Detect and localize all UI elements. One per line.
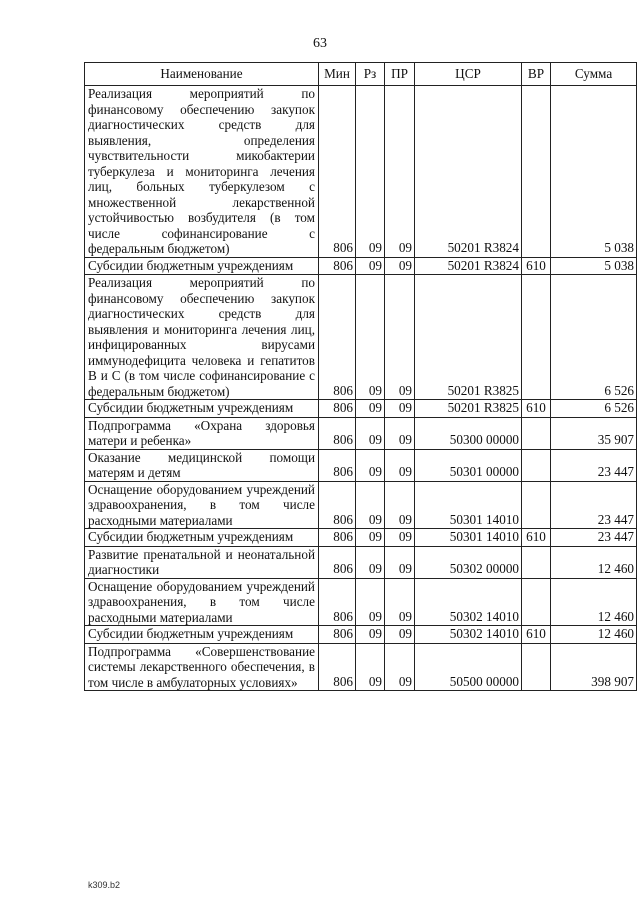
cell-rz: 09 (356, 481, 385, 529)
cell-pr: 09 (385, 449, 415, 481)
cell-rz: 09 (356, 529, 385, 547)
table-row (85, 257, 637, 275)
cell-csr: 50302 00000 (415, 546, 522, 578)
table-row (85, 626, 637, 644)
cell-csr: 50302 14010 (415, 578, 522, 626)
footer-code: k309.b2 (88, 880, 121, 890)
col-header-pr: ПР (385, 63, 415, 86)
budget-table (84, 62, 637, 691)
cell-pr: 09 (385, 578, 415, 626)
cell-name: Развитие пренатальной и неонатальной диагностики (85, 546, 319, 578)
table-row (85, 481, 637, 529)
cell-name: Подпрограмма «Охрана здоровья матери и ребенка» (85, 417, 319, 449)
cell-pr: 09 (385, 626, 415, 644)
cell-rz: 09 (356, 449, 385, 481)
cell-name: Субсидии бюджетным учреждениям (85, 257, 319, 275)
cell-vr (522, 417, 551, 449)
cell-rz: 09 (356, 400, 385, 418)
table-row (85, 400, 637, 418)
cell-min: 806 (319, 578, 356, 626)
table-header-row (85, 63, 637, 86)
cell-pr: 09 (385, 417, 415, 449)
cell-min: 806 (319, 275, 356, 400)
cell-vr: 610 (522, 400, 551, 418)
cell-csr: 50301 14010 (415, 481, 522, 529)
cell-name: Оснащение оборудованием учреждений здравоохранения, в том числе расходными материалами (85, 578, 319, 626)
cell-min: 806 (319, 449, 356, 481)
table-row (85, 86, 637, 258)
cell-pr: 09 (385, 546, 415, 578)
table-body (85, 86, 637, 691)
cell-min: 806 (319, 626, 356, 644)
cell-csr: 50302 14010 (415, 626, 522, 644)
table-row (85, 275, 637, 400)
cell-min: 806 (319, 257, 356, 275)
cell-rz: 09 (356, 626, 385, 644)
col-header-min: Мин (319, 63, 356, 86)
cell-rz: 09 (356, 546, 385, 578)
cell-rz: 09 (356, 578, 385, 626)
cell-vr (522, 481, 551, 529)
cell-vr (522, 275, 551, 400)
cell-sum: 12 460 (551, 626, 637, 644)
cell-name: Оснащение оборудованием учреждений здравоохранения, в том числе расходными материалами (85, 481, 319, 529)
col-header-vr: ВР (522, 63, 551, 86)
cell-name: Подпрограмма «Совершенствование системы лекарственного обеспечения, в том числе в амбулаторных условиях» (85, 643, 319, 691)
cell-name: Субсидии бюджетным учреждениям (85, 626, 319, 644)
cell-csr: 50301 00000 (415, 449, 522, 481)
cell-rz: 09 (356, 257, 385, 275)
table-row (85, 546, 637, 578)
cell-pr: 09 (385, 400, 415, 418)
cell-vr: 610 (522, 529, 551, 547)
cell-vr: 610 (522, 626, 551, 644)
cell-name: Субсидии бюджетным учреждениям (85, 529, 319, 547)
cell-vr (522, 449, 551, 481)
col-header-rz: Рз (356, 63, 385, 86)
cell-sum: 6 526 (551, 275, 637, 400)
cell-vr (522, 86, 551, 258)
cell-sum: 5 038 (551, 257, 637, 275)
cell-pr: 09 (385, 275, 415, 400)
cell-pr: 09 (385, 529, 415, 547)
cell-vr: 610 (522, 257, 551, 275)
cell-sum: 12 460 (551, 546, 637, 578)
cell-min: 806 (319, 86, 356, 258)
cell-csr: 50300 00000 (415, 417, 522, 449)
table-row (85, 449, 637, 481)
cell-vr (522, 546, 551, 578)
cell-csr: 50201 R3825 (415, 275, 522, 400)
cell-sum: 12 460 (551, 578, 637, 626)
cell-min: 806 (319, 481, 356, 529)
cell-name: Оказание медицинской помощи матерям и детям (85, 449, 319, 481)
cell-csr: 50301 14010 (415, 529, 522, 547)
table-row (85, 529, 637, 547)
cell-min: 806 (319, 400, 356, 418)
cell-min: 806 (319, 529, 356, 547)
cell-sum: 23 447 (551, 481, 637, 529)
col-header-name: Наименование (85, 63, 319, 86)
cell-name: Субсидии бюджетным учреждениям (85, 400, 319, 418)
col-header-csr: ЦСР (415, 63, 522, 86)
cell-csr: 50201 R3824 (415, 86, 522, 258)
table-row (85, 578, 637, 626)
cell-rz: 09 (356, 86, 385, 258)
page-number: 63 (313, 36, 327, 51)
cell-rz: 09 (356, 417, 385, 449)
cell-name: Реализация мероприятий по финансовому обеспечению закупок диагностических средств для выявления, определения чувствительности микобактерии туберкулеза и мониторинга лечения лиц, больных туберкулезом с множественной лекарственной устойчивостью возбудителя (в том числе софинансирование с федеральным бюджетом) (85, 86, 319, 258)
cell-sum: 398 907 (551, 643, 637, 691)
cell-sum: 35 907 (551, 417, 637, 449)
table-row (85, 643, 637, 691)
cell-vr (522, 643, 551, 691)
cell-min: 806 (319, 417, 356, 449)
cell-sum: 5 038 (551, 86, 637, 258)
cell-pr: 09 (385, 257, 415, 275)
cell-name: Реализация мероприятий по финансовому обеспечению закупок диагностических средств для выявления и мониторинга лечения лиц, инфицированных вирусами иммунодефицита человека и гепатитов В и С (в том числе софинансирование с федеральным бюджетом) (85, 275, 319, 400)
cell-csr: 50201 R3824 (415, 257, 522, 275)
cell-pr: 09 (385, 86, 415, 258)
cell-rz: 09 (356, 275, 385, 400)
cell-sum: 23 447 (551, 529, 637, 547)
table-row (85, 417, 637, 449)
cell-pr: 09 (385, 643, 415, 691)
cell-min: 806 (319, 643, 356, 691)
cell-csr: 50201 R3825 (415, 400, 522, 418)
cell-vr (522, 578, 551, 626)
cell-sum: 6 526 (551, 400, 637, 418)
cell-min: 806 (319, 546, 356, 578)
cell-pr: 09 (385, 481, 415, 529)
cell-sum: 23 447 (551, 449, 637, 481)
cell-csr: 50500 00000 (415, 643, 522, 691)
cell-rz: 09 (356, 643, 385, 691)
col-header-sum: Сумма (551, 63, 637, 86)
